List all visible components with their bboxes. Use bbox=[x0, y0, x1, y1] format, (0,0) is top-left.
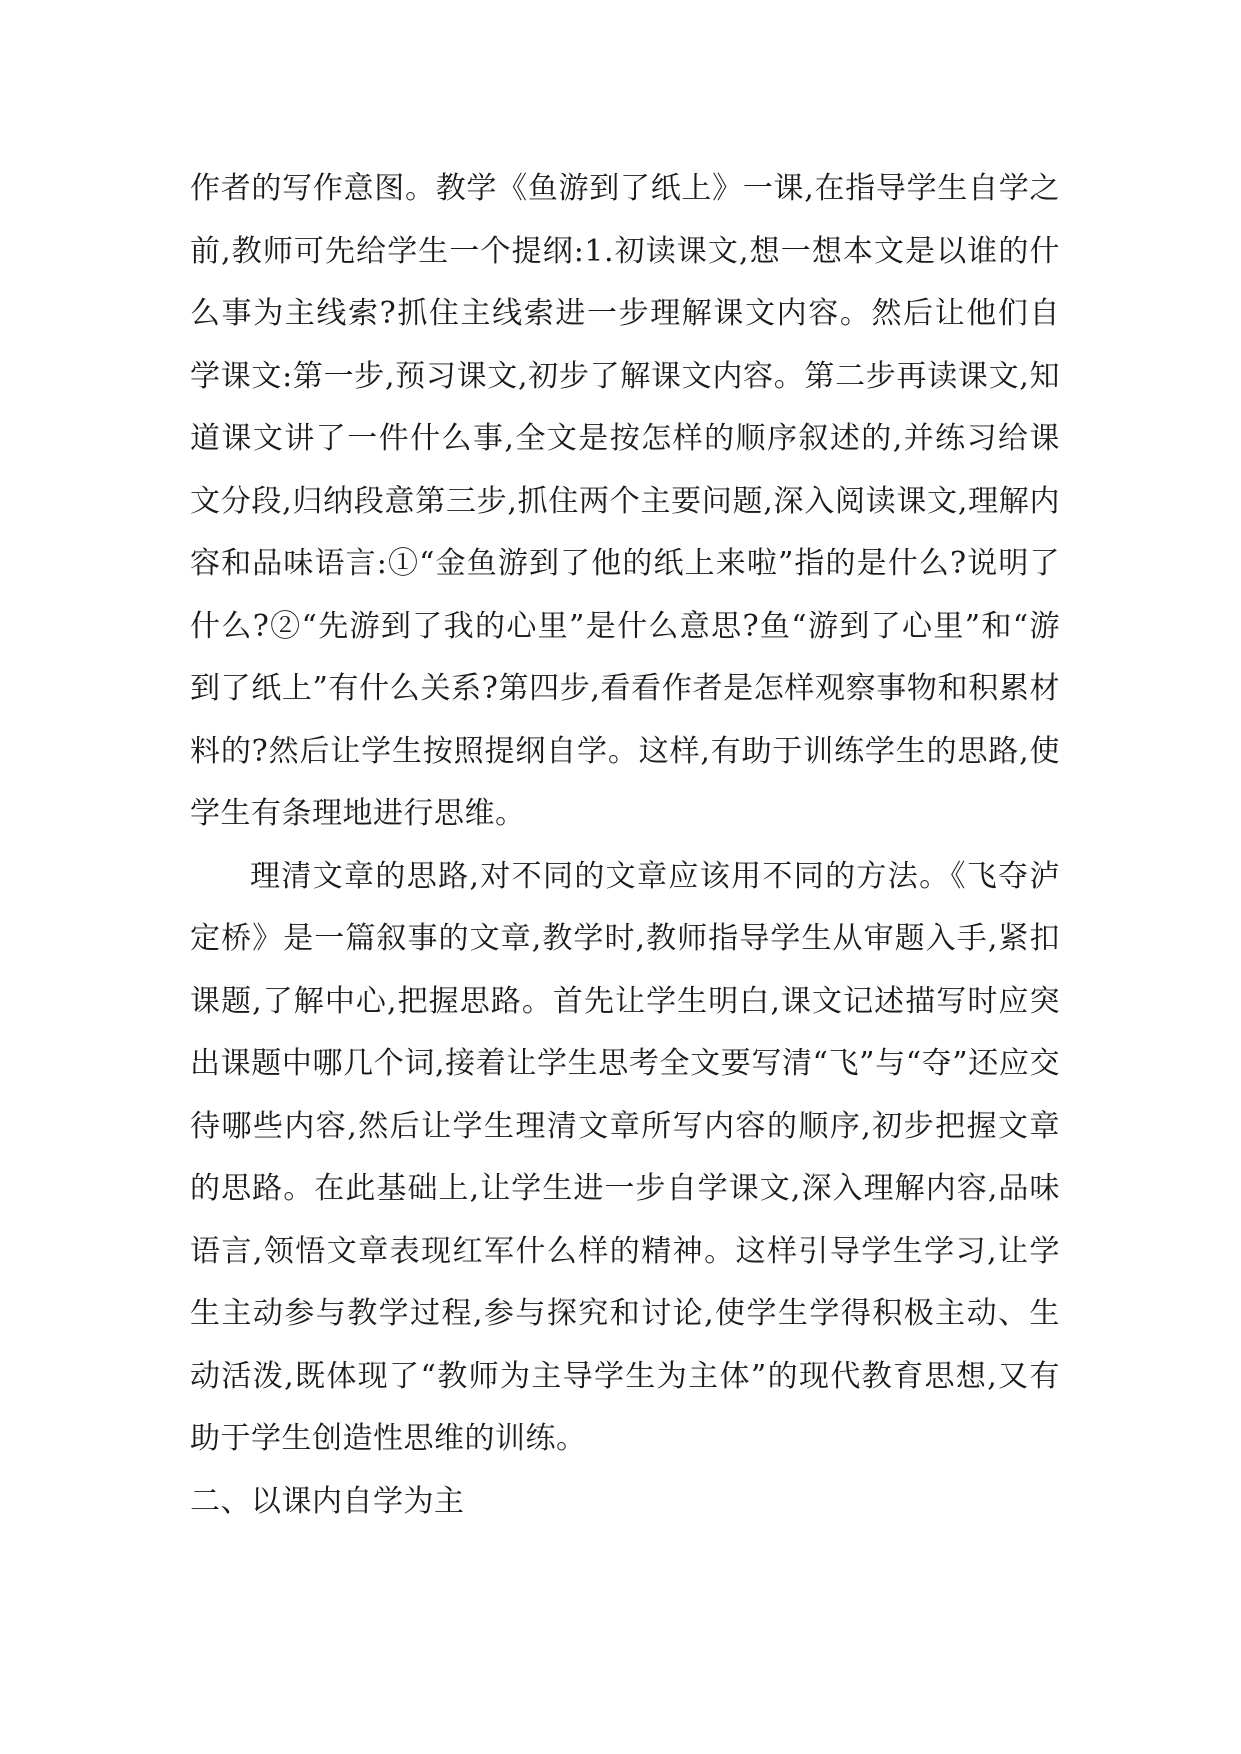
paragraph-continued: 作者的写作意图。教学《鱼游到了纸上》一课,在指导学生自学之前,教师可先给学生一个提纲:1.初读课文,想一想本文是以谁的什么事为主线索?抓住主线索进一步理解课文内容。然后让他们自学课文:第一步,预习课文,初步了解课文内容。第二步再读课文,知道课文讲了一件什么事,全文是按怎样的顺序叙述的,并练习给课文分段,归纳段意第三步,抓住两个主要问题,深入阅读课文,理解内容和品味语言:①“金鱼游到了他的纸上来啦”指的是什么?说明了什么?②“先游到了我的心里”是什么意思?鱼“游到了心里”和“游到了纸上”有什么关系?第四步,看看作者是怎样观察事物和积累材料的?然后让学生按照提纲自学。这样,有助于训练学生的思路,使学生有条理地进行思维。 bbox=[190, 171, 1060, 831]
section-heading: 二、以课内自学为主 bbox=[190, 1483, 465, 1519]
paragraph-luding-bridge: 理清文章的思路,对不同的文章应该用不同的方法。《飞夺泸定桥》是一篇叙事的文章,教学时,教师指导学生从审题入手,紧扣课题,了解中心,把握思路。首先让学生明白,课文记述描写时应突出课题中哪几个词,接着让学生思考全文要写清“飞”与“夺”还应交待哪些内容,然后让学生理清文章所写内容的顺序,初步把握文章的思路。在此基础上,让学生进一步自学课文,深入理解内容,品味语言,领悟文章表现红军什么样的精神。这样引导学生学习,让学生主动参与教学过程,参与探究和讨论,使学生学得积极主动、生动活泼,既体现了“教师为主导学生为主体”的现代教育思想,又有助于学生创造性思维的训练。 bbox=[190, 858, 1060, 1456]
document-body bbox=[190, 158, 1060, 1533]
